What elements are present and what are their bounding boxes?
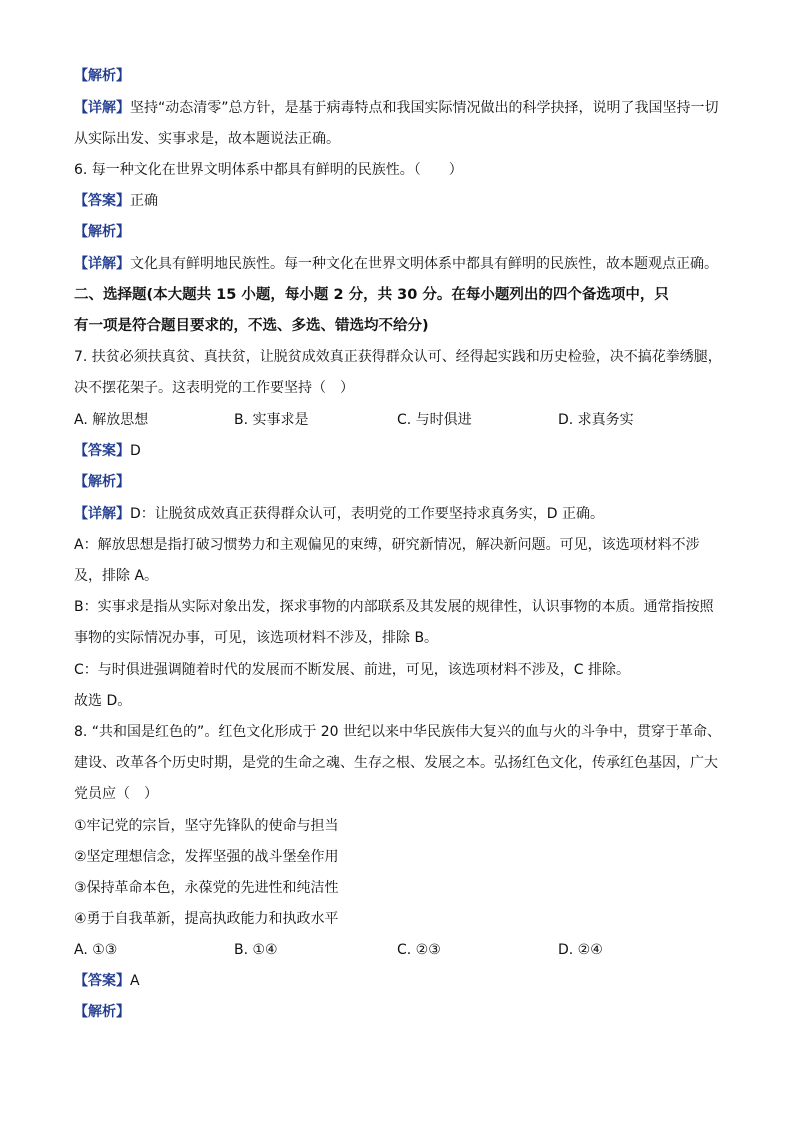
question-7-option-b: B. 实事求是 (234, 412, 309, 428)
question-7-detail-a-line1: A：解放思想是指打破习惯势力和主观偏见的束缚，研究新情况，解决新问题。可见，该选项材料不涉 (74, 537, 700, 553)
question-8-option-c: C. ②③ (397, 942, 441, 958)
detail-label: 【详解】 (74, 100, 130, 116)
detail-label: 【详解】 (74, 506, 130, 522)
question-7-option-a: A. 解放思想 (74, 412, 149, 428)
answer-value: 正确 (130, 193, 158, 209)
question-8-item-3: ③保持革命本色，永葆党的先进性和纯洁性 (74, 880, 339, 896)
answer-label: 【答案】 (74, 973, 130, 989)
question-7-conclusion: 故选 D。 (74, 693, 132, 709)
question-7-detail-b-line1: B：实事求是指从实际对象出发，探求事物的内部联系及其发展的规律性，认识事物的本质。通常指按照 (74, 599, 714, 615)
question-8-answer (74, 971, 140, 991)
question-8-stem-line2: 建设、改革各个历史时期，是党的生命之魂、生存之根、发展之本。弘扬红色文化，传承红色基因，广大 (74, 755, 718, 771)
detail-text: 坚持“动态清零”总方针，是基于病毒特点和我国实际情况做出的科学抉择，说明了我国坚持一切 (130, 100, 719, 116)
question-8-option-a: A. ①③ (74, 942, 118, 958)
question-7-analysis-label: 【解析】 (74, 474, 130, 490)
answer-value: D (130, 443, 141, 459)
question-6-stem: 6. 每一种文化在世界文明体系中都具有鲜明的民族性。（ ） (74, 162, 463, 178)
detail-paragraph (74, 98, 719, 118)
question-7-detail-b-line2: 事物的实际情况办事，可见，该选项材料不涉及，排除 B。 (74, 630, 439, 646)
detail-text: 文化具有鲜明地民族性。每一种文化在世界文明体系中都具有鲜明的民族性，故本题观点正确。 (130, 256, 718, 272)
question-8-stem-line1: 8. “共和国是红色的”。红色文化形成于 20 世纪以来中华民族伟大复兴的血与火的斗争中，贯穿于革命、 (74, 724, 722, 740)
question-7-detail-c: C：与时俱进强调随着时代的发展而不断发展、前进，可见，该选项材料不涉及，C 排除。 (74, 662, 630, 678)
detail-text: D：让脱贫成效真正获得群众认可，表明党的工作要坚持求真务实，D 正确。 (130, 506, 605, 522)
question-7-detail-d (74, 504, 604, 524)
answer-value: A (130, 973, 140, 989)
question-7-option-d: D. 求真务实 (558, 412, 634, 428)
question-7-stem-line2: 决不摆花架子。这表明党的工作要坚持（ ） (74, 380, 354, 396)
question-7-stem-line1: 7. 扶贫必须扶真贫、真扶贫，让脱贫成效真正获得群众认可、经得起实践和历史检验，决不搞花拳绣腿， (74, 349, 722, 365)
question-6-analysis-label: 【解析】 (74, 224, 130, 240)
question-7-detail-a-line2: 及，排除 A。 (74, 568, 159, 584)
detail-label: 【详解】 (74, 256, 130, 272)
question-7-answer (74, 441, 141, 461)
question-8-analysis-label: 【解析】 (74, 1004, 130, 1020)
analysis-label: 【解析】 (74, 68, 130, 84)
section-2-heading-line1: 二、选择题(本大题共 15 小题，每小题 2 分，共 30 分。在每小题列出的四个备选项中，只 (74, 287, 669, 303)
question-8-item-4: ④勇于自我革新，提高执政能力和执政水平 (74, 911, 339, 927)
section-2-heading-line2: 有一项是符合题目要求的，不选、多选、错选均不给分) (74, 318, 429, 334)
question-8-option-d: D. ②④ (558, 942, 603, 958)
question-7-option-c: C. 与时俱进 (397, 412, 472, 428)
answer-label: 【答案】 (74, 443, 130, 459)
answer-label: 【答案】 (74, 193, 130, 209)
question-8-item-1: ①牢记党的宗旨，坚守先锋队的使命与担当 (74, 818, 339, 834)
question-8-option-b: B. ①④ (234, 942, 278, 958)
question-8-stem-line3: 党员应（ ） (74, 786, 158, 802)
question-6-detail (74, 254, 718, 274)
detail-text-continued: 从实际出发、实事求是，故本题说法正确。 (74, 131, 340, 147)
question-8-item-2: ②坚定理想信念，发挥坚强的战斗堡垒作用 (74, 849, 339, 865)
question-6-answer (74, 191, 158, 211)
